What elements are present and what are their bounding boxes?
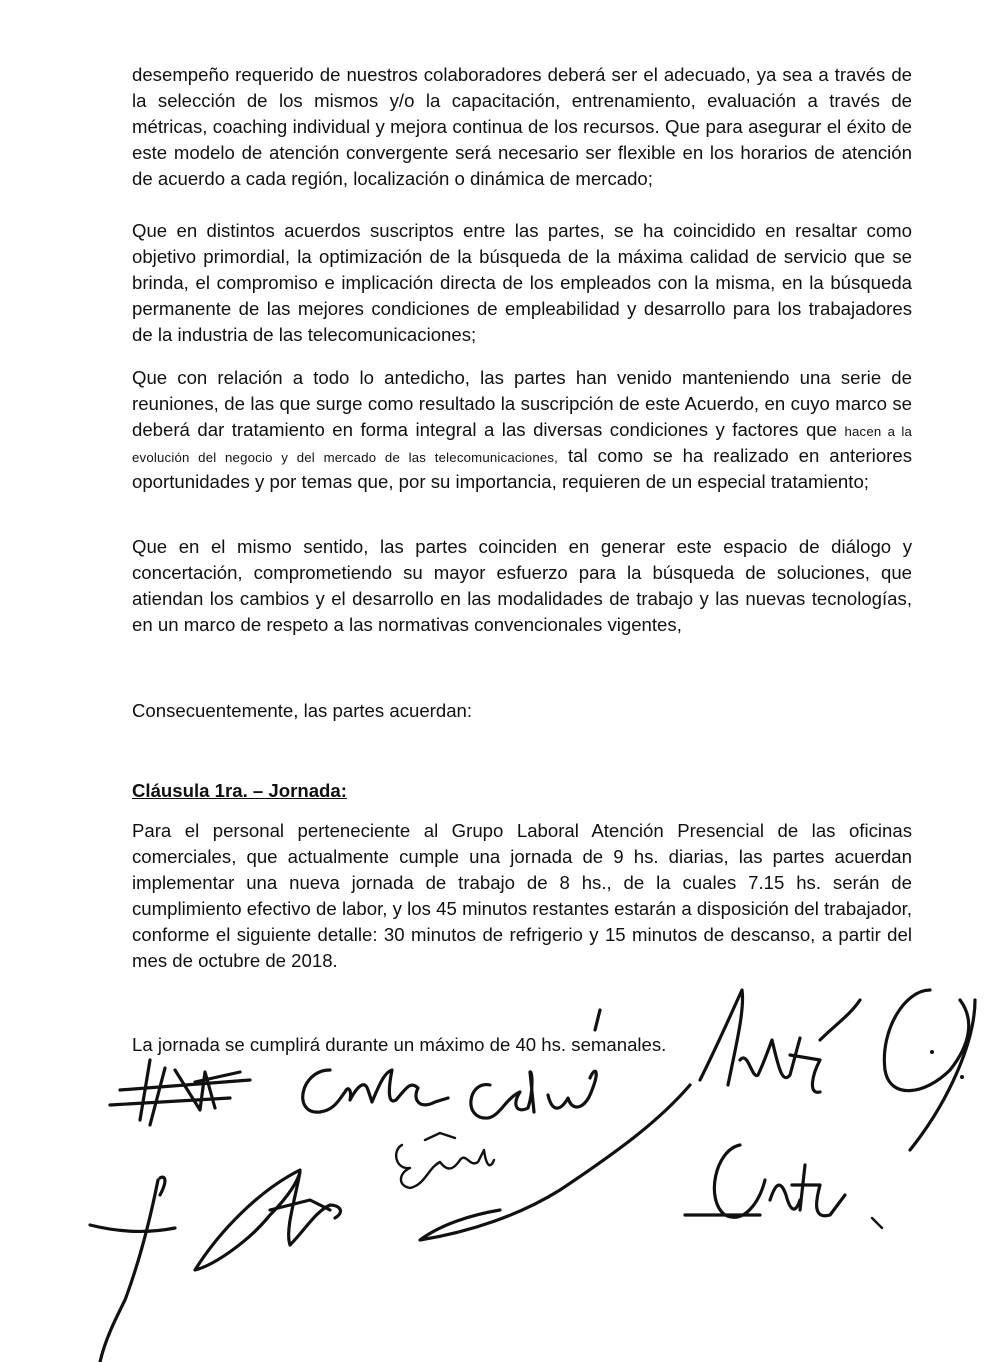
paragraph-2: Que en distintos acuerdos suscriptos entre las partes, se ha coincidido en resaltar como objetivo primordial, la optimización de la búsqueda de la máxima calidad de servicio que se brinda, el compromiso e implicación directa de los empleados con la misma, en la búsqueda permanente de las mejores condiciones de empleabilidad y desarrollo para los trabajadores de la industria de las telecomunicaciones; xyxy=(132,220,912,345)
clause-body-container xyxy=(132,818,912,974)
signature-8 xyxy=(685,1145,882,1228)
paragraph-3 xyxy=(132,365,912,495)
conclusion-line: Consecuentemente, las partes acuerdan: xyxy=(132,700,473,721)
signature-3 xyxy=(396,1133,494,1188)
paragraph-3-container xyxy=(132,365,912,495)
paragraph-4-container xyxy=(132,534,912,638)
paragraph-3-part-2: tal como se ha realizado en anteriores oportunidades y por temas que, por su importancia, requieren de un especial tratamiento; xyxy=(132,445,912,492)
clause-body: Para el personal perteneciente al Grupo Laboral Atención Presencial de las oficinas comerciales, que actualmente cumple una jornada de 9 hs. diarias, las partes acuerdan implementar una nueva jornada de trabajo de 8 hs., de la cuales 7.15 hs. serán de cumplimiento efectivo de labor, y los 45 minutos restantes estarán a disposición del trabajador, conforme el siguiente detalle: 30 minutos de refrigerio y 15 minutos de descanso, a partir del mes de octubre de 2018. xyxy=(132,820,912,971)
signature-1 xyxy=(110,1060,250,1125)
signature-2 xyxy=(303,1070,596,1118)
paragraph-4: Que en el mismo sentido, las partes coinciden en generar este espacio de diálogo y concertación, comprometiendo su mayor esfuerzo para la búsqueda de soluciones, que atiendan los cambios y el desarrollo en las modalidades de trabajo y las nuevas tecnologías, en un marco de respeto a las normativas convencionales vigentes, xyxy=(132,536,912,635)
paragraph-3-part-1: Que con relación a todo lo antedicho, las partes han venido manteniendo una serie de reuniones, de las que surge como resultado la suscripción de este Acuerdo, en cuyo marco se deberá dar tratamiento en forma integral a las diversas condiciones y factores que xyxy=(132,367,912,440)
paragraph-2-container xyxy=(132,218,912,348)
weekly-hours-line: La jornada se cumplirá durante un máximo de 40 hs. semanales. xyxy=(132,1034,667,1055)
signature-7 xyxy=(195,1170,340,1270)
paragraph-1: desempeño requerido de nuestros colaboradores deberá ser el adecuado, ya sea a través de la selección de los mismos y/o la capacitación, entrenamiento, evaluación a través de métricas, coaching individual y mejora continua de los recursos. Que para asegurar el éxito de este modelo de atención convergente será necesario ser flexible en los horarios de atención de acuerdo a cada región, localización o dinámica de mercado; xyxy=(132,64,912,189)
signature-6 xyxy=(90,1177,175,1362)
clause-heading: Cláusula 1ra. – Jornada: xyxy=(132,780,347,801)
signature-4 xyxy=(700,990,975,1150)
paragraph-1-container xyxy=(132,62,912,192)
paragraph-3-small-text: hacen a la evolución del negocio y del mercado de las telecomunicaciones, xyxy=(132,424,912,465)
